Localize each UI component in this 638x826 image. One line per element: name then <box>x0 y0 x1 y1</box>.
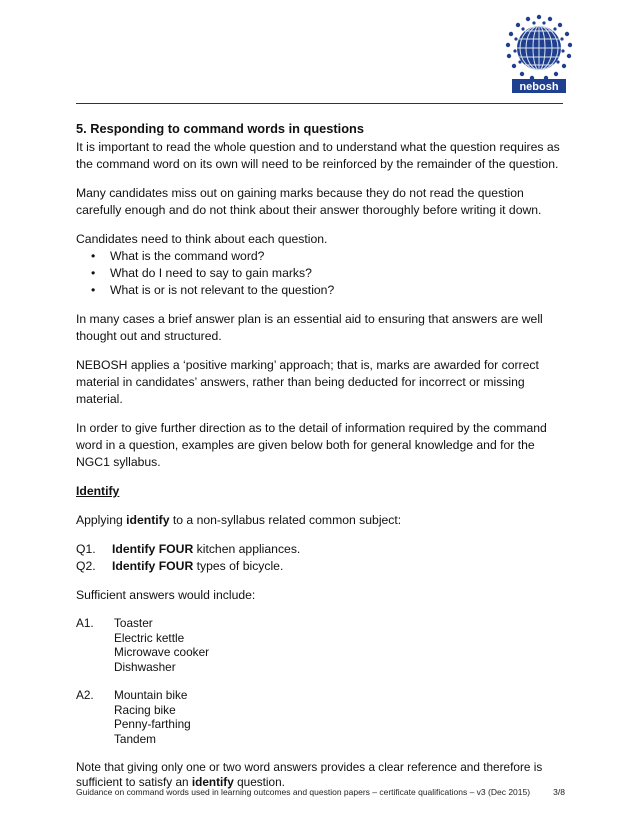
answer-item: Mountain bike <box>114 688 188 702</box>
footer-text: Guidance on command words used in learning outcomes and question papers – certificate qualifications – v3 (Dec 2015) <box>76 787 531 797</box>
page-number: 3/8 <box>553 787 565 797</box>
nebosh-logo <box>500 12 578 98</box>
paragraph: It is important to read the whole question and to understand what the question requires as the command word on its own will need to be reinforced by the remainder of the question. <box>76 140 560 171</box>
identify-intro: Applying identify to a non-syllabus related common subject: <box>76 513 402 527</box>
page-content <box>76 120 566 802</box>
answer-block <box>76 688 566 746</box>
nebosh-globe-icon <box>500 12 578 98</box>
paragraph: In order to give further direction as to the detail of information required by the command word in a question, examples are given below both for general knowledge and for the NGC1 syllabus. <box>76 421 547 469</box>
page-footer <box>76 787 565 797</box>
answer-item: Penny-farthing <box>114 717 191 731</box>
question-label: Q2. <box>76 559 96 573</box>
question-row: Q1. Identify FOUR kitchen appliances. <box>76 542 301 556</box>
paragraph: Candidates need to think about each question. <box>76 232 328 246</box>
answer-block <box>76 616 566 674</box>
answer-item: Electric kettle <box>114 630 185 645</box>
list-item: • What is or is not relevant to the question? <box>110 282 566 299</box>
header-rule <box>76 103 563 104</box>
paragraph: Many candidates miss out on gaining marks because they do not read the question carefully enough and do not think about their answer thoroughly before writing it down. <box>76 186 542 217</box>
answer-item: Tandem <box>114 731 156 746</box>
section-title: 5. Responding to command words in questions <box>76 121 364 136</box>
answer-item: Toaster <box>114 616 153 630</box>
answer-items <box>114 688 191 746</box>
question-list <box>76 541 566 575</box>
logo-text: nebosh <box>519 81 559 93</box>
answer-label: A2. <box>76 688 94 702</box>
answer-item: Dishwasher <box>114 659 176 674</box>
note-paragraph: Note that giving only one or two word answers provides a clear reference and therefore is sufficient to satisfy an identify question. <box>76 760 543 789</box>
paragraph: Sufficient answers would include: <box>76 588 256 602</box>
question-label: Q1. <box>76 542 96 556</box>
paragraph: NEBOSH applies a ‘positive marking’ approach; that is, marks are awarded for correct material in candidates’ answers, rather than being deducted for incorrect or missing material. <box>76 358 539 406</box>
paragraph: In many cases a brief answer plan is an essential aid to ensuring that answers are well thought out and structured. <box>76 312 543 343</box>
list-item: • What is the command word? <box>110 248 566 265</box>
answer-item: Racing bike <box>114 702 176 717</box>
bullet-list <box>76 248 566 299</box>
answer-label: A1. <box>76 616 94 630</box>
answer-item: Microwave cooker <box>114 645 210 659</box>
answer-items <box>114 616 209 674</box>
list-item: • What do I need to say to gain marks? <box>110 265 566 282</box>
question-row: Q2. Identify FOUR types of bicycle. <box>76 559 284 573</box>
subsection-heading: Identify <box>76 484 120 498</box>
